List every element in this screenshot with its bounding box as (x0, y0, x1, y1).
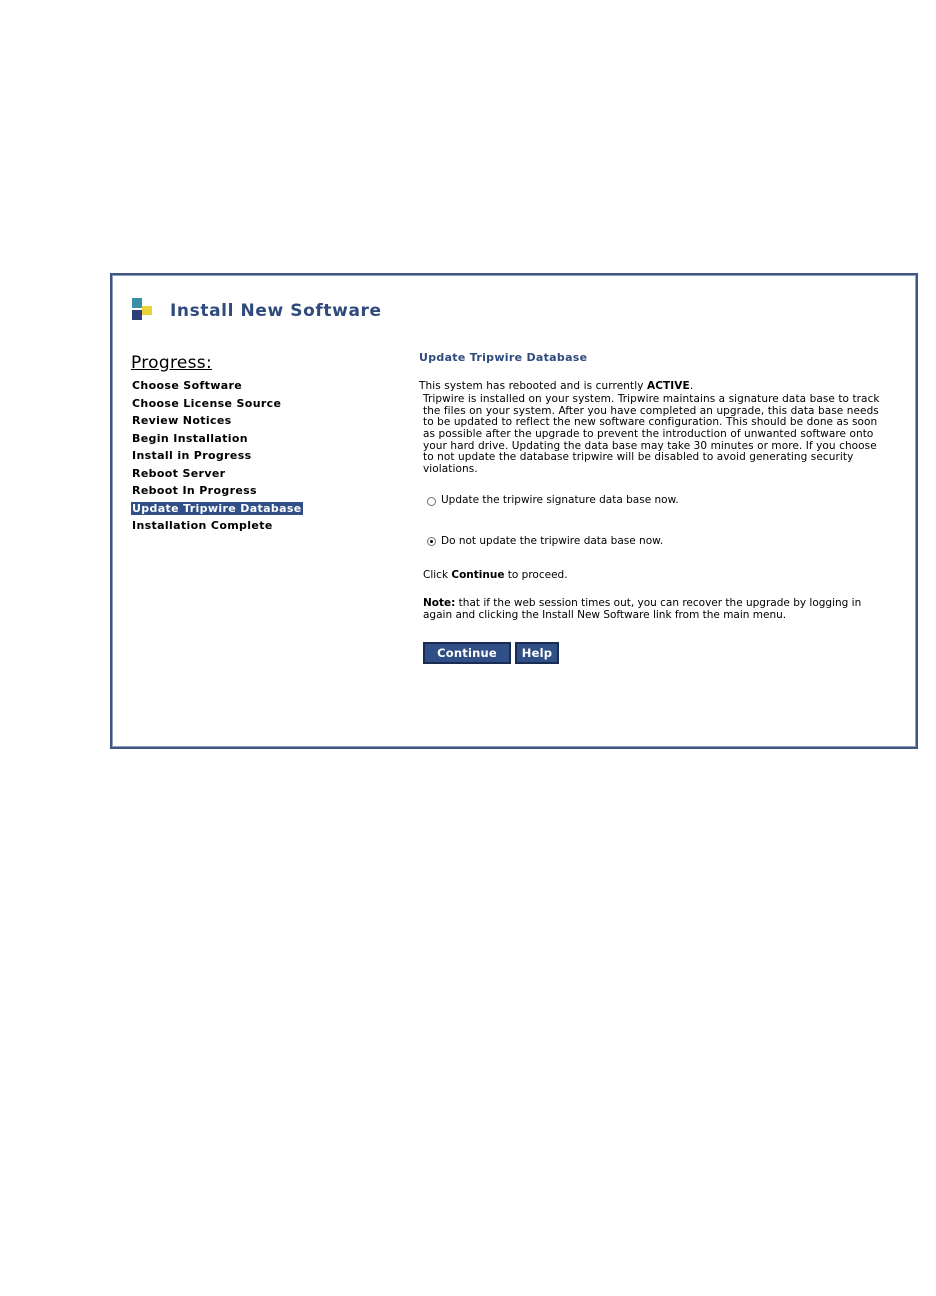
progress-step: Reboot In Progress (132, 484, 257, 497)
update-now-radio[interactable] (427, 497, 436, 506)
do-not-update-label: Do not update the tripwire data base now. (441, 534, 664, 547)
do-not-update-radio[interactable] (427, 537, 436, 546)
system-status: This system has rebooted and is currently ACTIVE. (419, 379, 694, 392)
tripwire-description: Tripwire is installed on your system. Tripwire maintains a signature data base to track the files on your system. After you have completed an upgrade, this data base needs to be updated to reflect the new software configuration. This should be done as soon as possible after the upgrade to prevent the introduction of unwanted software onto your hard drive. Updating the data base may take 30 minutes or more. If you choose to not update the database tripwire will be disabled to avoid generating security violations. (423, 393, 880, 475)
continue-instruction: Click Continue to proceed. (423, 568, 568, 581)
status-value: ACTIVE (647, 379, 690, 392)
page-title: Install New Software (170, 301, 382, 321)
progress-heading: Progress: (131, 353, 212, 373)
help-button[interactable]: Help (515, 642, 559, 664)
progress-step: Installation Complete (132, 519, 273, 532)
progress-step: Review Notices (132, 414, 232, 427)
progress-steps (131, 377, 303, 535)
install-software-panel (110, 273, 918, 749)
section-title: Update Tripwire Database (419, 351, 588, 364)
progress-step-current: Update Tripwire Database (132, 501, 302, 515)
progress-step: Begin Installation (132, 431, 248, 445)
continue-button[interactable]: Continue (423, 642, 511, 664)
progress-step: Install in Progress (132, 449, 252, 462)
progress-step: Choose Software (132, 379, 243, 392)
do-not-update-option[interactable] (427, 536, 889, 548)
update-now-label: Update the tripwire signature data base now. (441, 494, 679, 507)
session-note: Note: that if the web session times out, you can recover the upgrade by logging in again and clicking the Install New Software link from the main menu. (423, 597, 862, 621)
app-logo-icon (132, 298, 154, 322)
update-now-option[interactable] (427, 495, 889, 507)
main-content (419, 352, 889, 664)
progress-step: Choose License Source (132, 396, 282, 410)
progress-step: Reboot Server (132, 466, 226, 480)
note-label: Note: (423, 597, 456, 610)
action-buttons (423, 642, 889, 664)
